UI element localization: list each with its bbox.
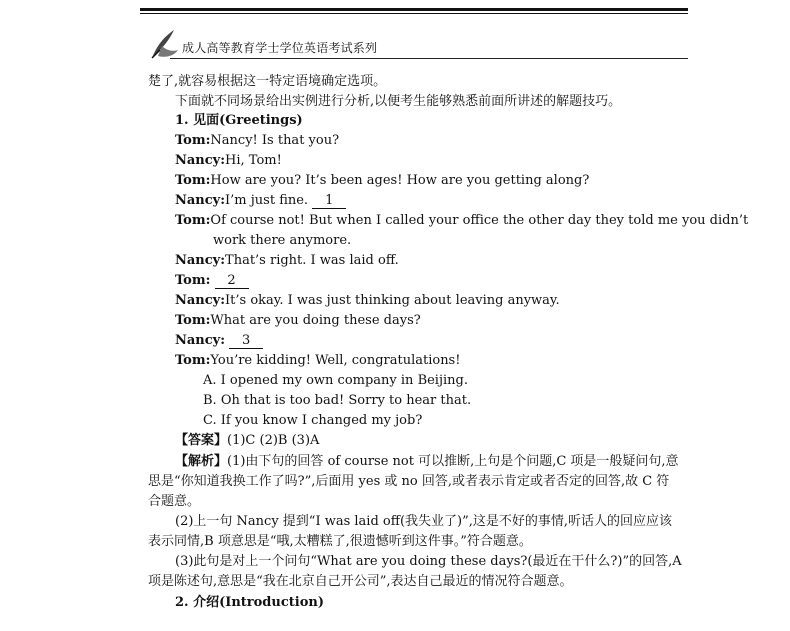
quill-logo-icon bbox=[148, 28, 182, 62]
dialogue-line bbox=[175, 352, 460, 370]
speaker: Nancy: bbox=[175, 293, 226, 308]
analysis-line: 项是陈述句,意思是“我在北京自己开公司”,表达自己最近的情况符合题意。 bbox=[148, 574, 573, 589]
answer-label: 【答案】 bbox=[175, 433, 228, 448]
dialogue-line bbox=[175, 292, 560, 310]
header-rule bbox=[170, 58, 688, 59]
dialogue-line bbox=[175, 152, 282, 170]
analysis-line bbox=[175, 453, 679, 471]
section-heading-introduction: 2. 介绍(Introduction) bbox=[175, 595, 324, 610]
analysis-line: 合题意。 bbox=[148, 494, 201, 509]
dialogue-line bbox=[175, 132, 339, 150]
top-rule bbox=[140, 8, 688, 11]
option-b: B. Oh that is too bad! Sorry to hear that. bbox=[203, 393, 472, 408]
utterance: How are you? It’s been ages! How are you getting along? bbox=[210, 173, 590, 188]
speaker: Nancy: bbox=[175, 193, 226, 208]
answer-blank-2: 2 bbox=[215, 274, 249, 289]
analysis-line: 思是“你知道我换工作了吗?”,后面用 yes 或 no 回答,或者表示肯定或者否定的回答,故 C 符 bbox=[148, 474, 670, 489]
dialogue-line bbox=[175, 172, 589, 190]
dialogue-line bbox=[175, 272, 249, 290]
speaker: Tom: bbox=[175, 273, 211, 288]
analysis-label: 【解析】 bbox=[175, 454, 228, 469]
speaker: Nancy: bbox=[175, 153, 226, 168]
utterance: I’m just fine. bbox=[225, 193, 309, 208]
dialogue-line bbox=[175, 332, 263, 350]
speaker: Tom: bbox=[175, 313, 211, 328]
answer-text: (1)C (2)B (3)A bbox=[227, 433, 320, 448]
speaker: Nancy: bbox=[175, 333, 226, 348]
option-a: A. I opened my own company in Beijing. bbox=[203, 373, 468, 388]
page-header bbox=[148, 28, 688, 62]
dialogue-line bbox=[175, 192, 346, 210]
top-rule-thin bbox=[140, 13, 688, 14]
utterance: That’s right. I was laid off. bbox=[225, 253, 399, 268]
speaker: Tom: bbox=[175, 353, 211, 368]
utterance: It’s okay. I was just thinking about leaving anyway. bbox=[225, 293, 560, 308]
utterance: Nancy! Is that you? bbox=[210, 133, 340, 148]
answer-blank-3: 3 bbox=[229, 334, 263, 349]
utterance: Hi, Tom! bbox=[225, 153, 282, 168]
analysis-line: 表示同情,B 项意思是“哦,太糟糕了,很遗憾听到这件事。”符合题意。 bbox=[148, 534, 532, 549]
dialogue-continuation: work there anymore. bbox=[213, 233, 352, 248]
dialogue-line bbox=[175, 312, 421, 330]
utterance: What are you doing these days? bbox=[210, 313, 421, 328]
utterance: Of course not! But when I called your office the other day they told me you didn’t bbox=[210, 213, 749, 228]
answer-blank-1: 1 bbox=[312, 194, 346, 209]
section-heading-greetings: 1. 见面(Greetings) bbox=[175, 113, 303, 128]
dialogue-line bbox=[175, 252, 399, 270]
intro-line-2: 下面就不同场景给出实例进行分析,以便考生能够熟悉前面所讲述的解题技巧。 bbox=[175, 94, 622, 109]
utterance: You’re kidding! Well, congratulations! bbox=[210, 353, 461, 368]
option-c: C. If you know I changed my job? bbox=[203, 413, 423, 428]
speaker: Tom: bbox=[175, 213, 211, 228]
analysis-line: (3)此句是对上一个问句“What are you doing these days?(最近在干什么?)”的回答,A bbox=[175, 554, 682, 569]
series-title: 成人高等教育学士学位英语考试系列 bbox=[182, 41, 378, 55]
analysis-text: (1)由下句的回答 of course not 可以推断,上句是个问题,C 项是一般疑问句,意 bbox=[227, 454, 679, 469]
speaker: Tom: bbox=[175, 173, 211, 188]
speaker: Tom: bbox=[175, 133, 211, 148]
analysis-line: (2)上一句 Nancy 提到“I was laid off(我失业了)”,这是不好的事情,听话人的回应应该 bbox=[175, 514, 673, 529]
answer-line bbox=[175, 432, 319, 450]
speaker: Nancy: bbox=[175, 253, 226, 268]
intro-line-1: 楚了,就容易根据这一特定语境确定选项。 bbox=[148, 74, 387, 89]
dialogue-line bbox=[175, 212, 748, 230]
